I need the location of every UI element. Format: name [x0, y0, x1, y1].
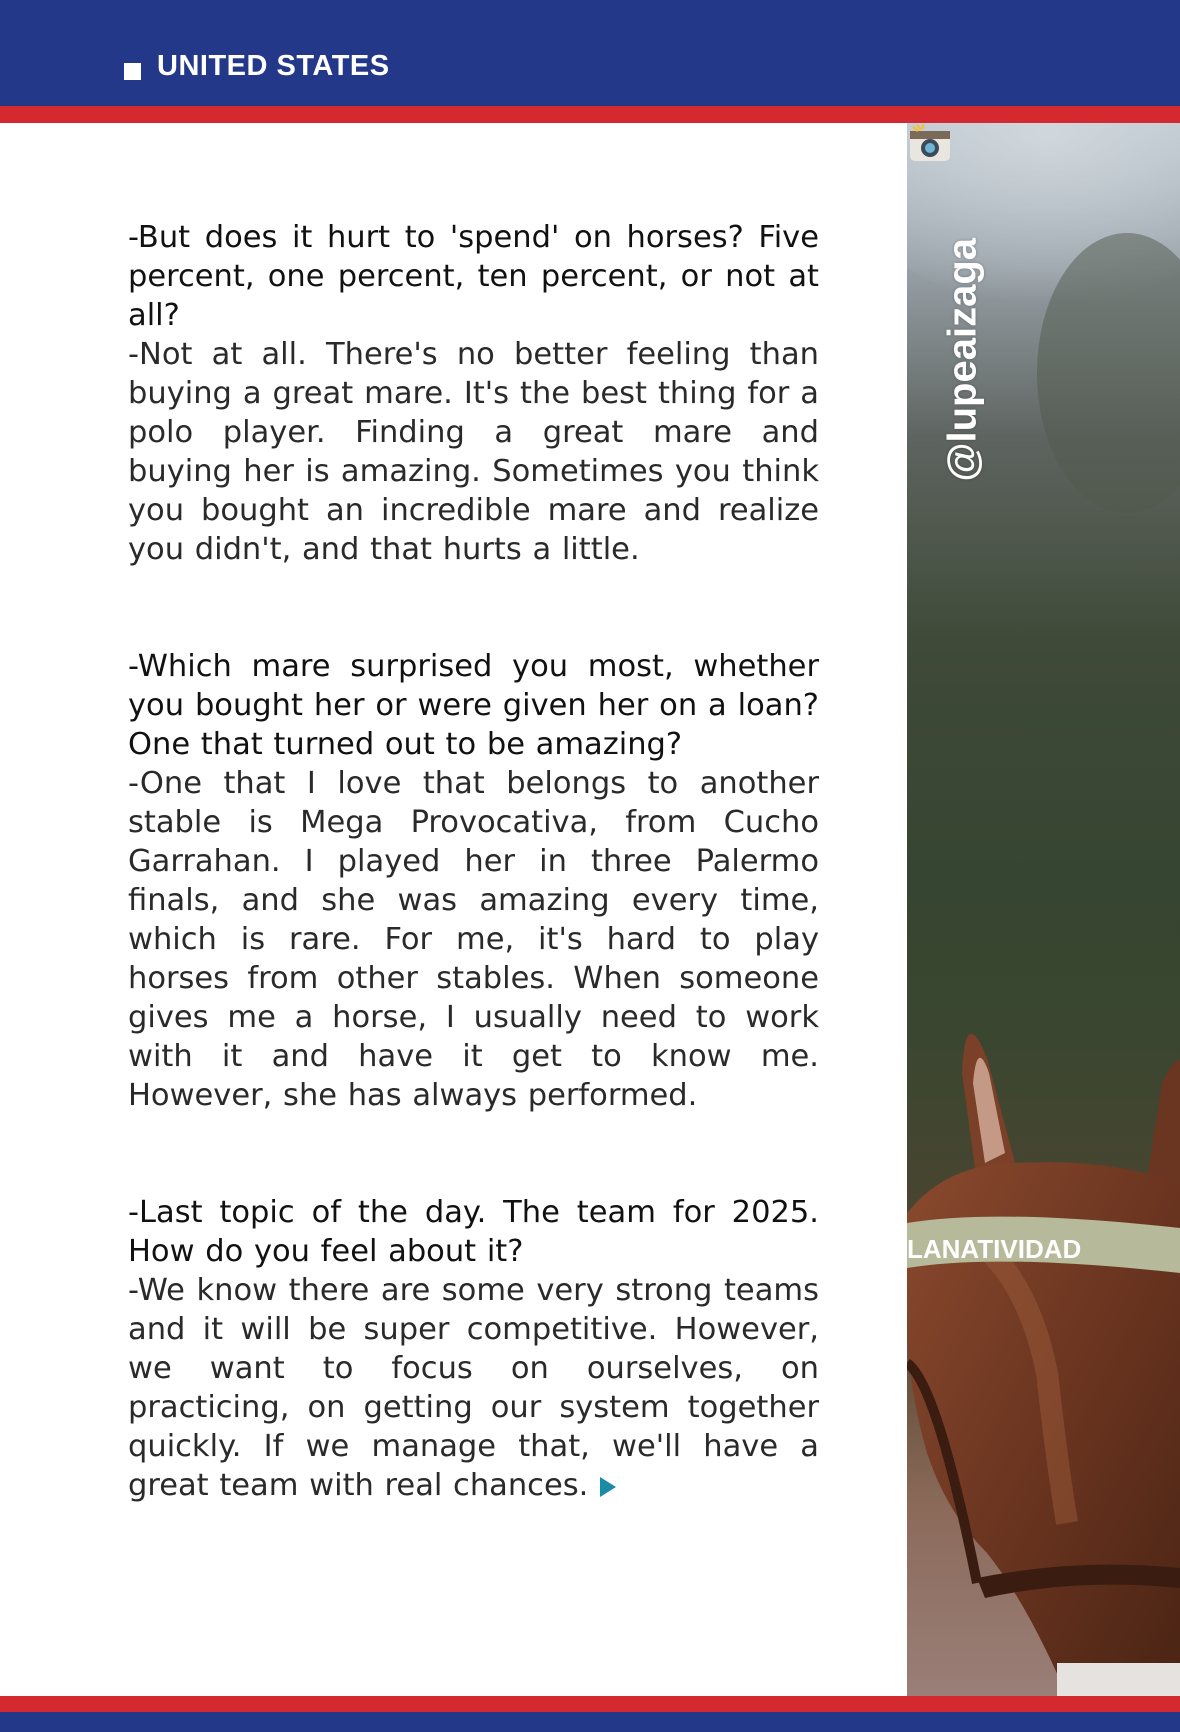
interview-text [128, 218, 819, 1505]
qa-block [128, 647, 819, 1115]
end-arrow-icon [600, 1477, 616, 1497]
section-square-icon [124, 63, 141, 80]
answer: -Not at all. There's no better feeling than buying a great mare. It's the best thing for a polo player. Finding a great mare and buying her is amazing. Sometimes you think you bought an incredible mare and realize you didn't, and that hurts a little. [128, 337, 819, 567]
footer-stripe [0, 1696, 1180, 1712]
qa-block [128, 218, 819, 569]
instagram-handle [907, 123, 987, 482]
section-label: UNITED STATES [157, 50, 390, 82]
headband-text: LANATIVIDAD [907, 1234, 1082, 1264]
answer [128, 1271, 819, 1505]
camera-icon [907, 123, 953, 163]
answer: -One that I love that belongs to another stable is Mega Provocativa, from Cucho Garrahan. I played her in three Palermo finals, and she was amazing every time, which is rare. For me, it's hard to play horses from other stables. When someone gives me a horse, I usually need to work with it and have it get to know me. However, she has always performed. [128, 766, 819, 1113]
question: -Last topic of the day. The team for 2025. How do you feel about it? [128, 1195, 819, 1269]
question: -But does it hurt to 'spend' on horses? Five percent, one percent, ten percent, or not at all? [128, 220, 819, 333]
question: -Which mare surprised you most, whether you bought her or were given her on a loan? One that turned out to be amazing? [128, 649, 819, 762]
qa-block [128, 1193, 819, 1505]
horse-photo [907, 123, 1180, 1696]
answer-text: -We know there are some very strong teams and it will be super competitive. However, we want to focus on ourselves, on practicing, on getting our system together quickly. If we manage that, we'll have a great team with real chances. [128, 1273, 819, 1503]
footer-bar [0, 1712, 1180, 1732]
header-stripe [0, 106, 1180, 123]
handle-text: @lupeaizaga [940, 237, 985, 482]
